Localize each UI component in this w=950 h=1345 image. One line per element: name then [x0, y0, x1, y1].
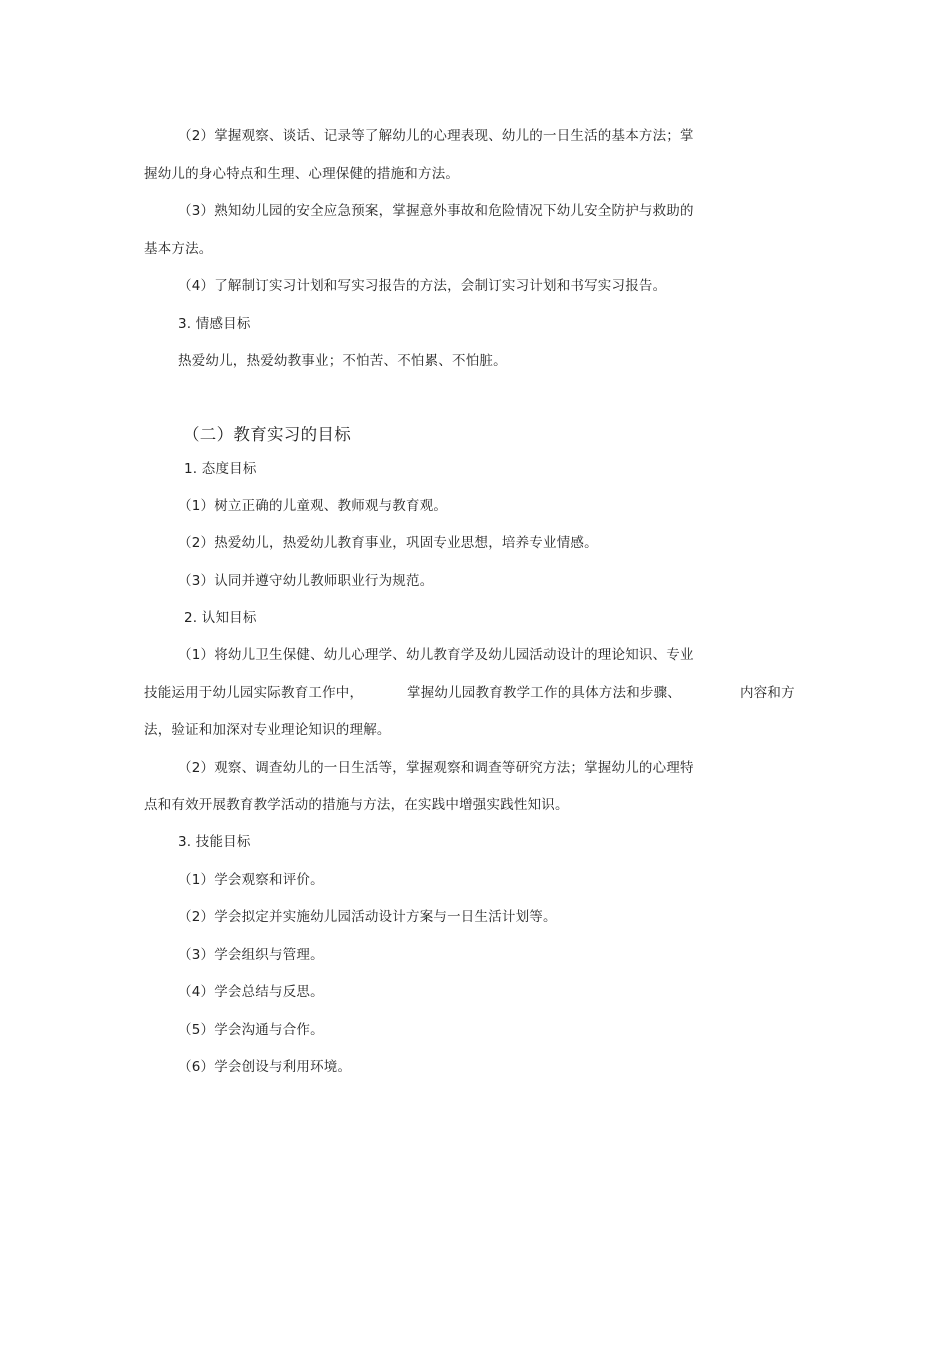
- subsection-heading: 2. 认知目标: [184, 610, 257, 626]
- paragraph-line: （1）树立正确的儿童观、教师观与教育观。: [178, 498, 448, 514]
- paragraph-line: 基本方法。: [144, 241, 213, 257]
- paragraph-line: 握幼儿的身心特点和生理、心理保健的措施和方法。: [144, 166, 460, 182]
- paragraph-line: 内容和方: [740, 685, 795, 701]
- paragraph-line: （1）学会观察和评价。: [178, 872, 324, 888]
- paragraph-line: 点和有效开展教育教学活动的措施与方法，在实践中增强实践性知识。: [144, 797, 569, 813]
- paragraph-line: 技能运用于幼儿园实际教育工作中，: [144, 685, 364, 701]
- paragraph-line: 法，验证和加深对专业理论知识的理解。: [144, 722, 391, 738]
- subsection-heading: 1. 态度目标: [184, 461, 257, 477]
- paragraph-line: 热爱幼儿，热爱幼教事业；不怕苦、不怕累、不怕脏。: [178, 353, 507, 369]
- subsection-heading: 3. 情感目标: [178, 316, 251, 332]
- subsection-heading: 3. 技能目标: [178, 834, 251, 850]
- paragraph-line: （1）将幼儿卫生保健、幼儿心理学、幼儿教育学及幼儿园活动设计的理论知识、专业: [178, 647, 694, 663]
- section-heading: （二）教育实习的目标: [183, 425, 351, 444]
- paragraph-line: （4）学会总结与反思。: [178, 984, 324, 1000]
- paragraph-line: （4）了解制订实习计划和写实习报告的方法，会制订实习计划和书写实习报告。: [178, 278, 667, 294]
- paragraph-line: （2）观察、调查幼儿的一日生活等，掌握观察和调查等研究方法；掌握幼儿的心理特: [178, 760, 694, 776]
- paragraph-line: （3）学会组织与管理。: [178, 947, 324, 963]
- paragraph-line: （3）认同并遵守幼儿教师职业行为规范。: [178, 573, 434, 589]
- paragraph-line: （2）学会拟定并实施幼儿园活动设计方案与一日生活计划等。: [178, 909, 557, 925]
- paragraph-line: （2）掌握观察、谈话、记录等了解幼儿的心理表现、幼儿的一日生活的基本方法；掌: [178, 128, 694, 144]
- paragraph-line: 掌握幼儿园教育教学工作的具体方法和步骤、: [407, 685, 681, 701]
- paragraph-line: （5）学会沟通与合作。: [178, 1022, 324, 1038]
- paragraph-line: （2）热爱幼儿，热爱幼儿教育事业，巩固专业思想，培养专业情感。: [178, 535, 598, 551]
- paragraph-line: （6）学会创设与利用环境。: [178, 1059, 352, 1075]
- paragraph-line: （3）熟知幼儿园的安全应急预案，掌握意外事故和危险情况下幼儿安全防护与救助的: [178, 203, 694, 219]
